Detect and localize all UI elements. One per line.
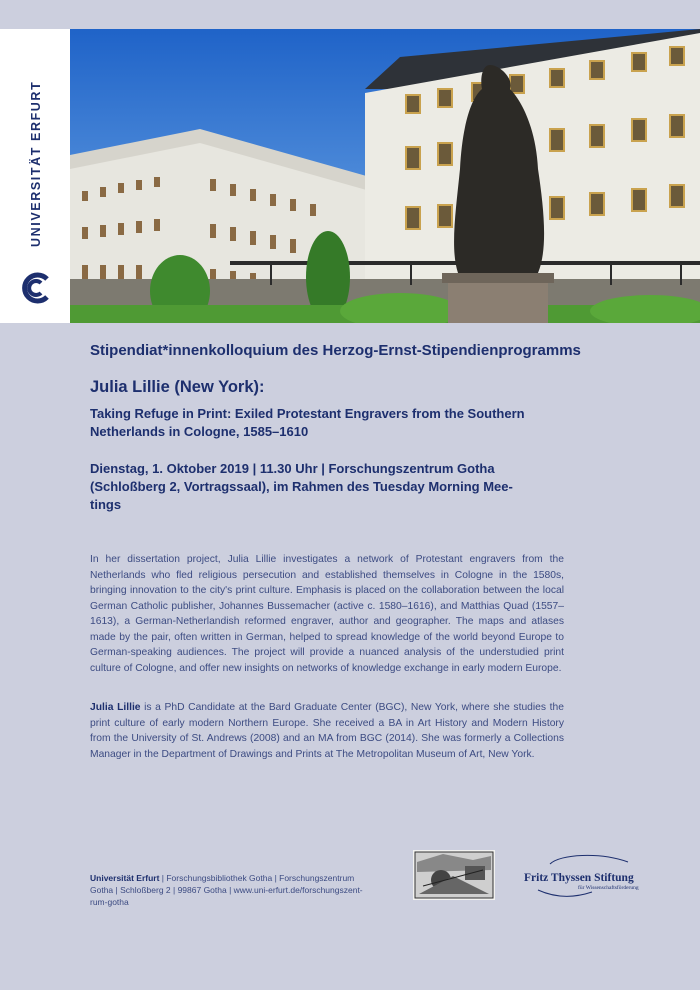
university-name: UNIVERSITÄT ERFURT	[29, 80, 43, 247]
footer-address	[90, 872, 390, 908]
abstract-paragraph: In her dissertation project, Julia Lillie investigates a network of Protestant engravers from the Netherlands who fled religious persecution and established themselves in Cologne in the 1580s, bringing innovation to the city's print culture. Emphasis is placed on the collaboration between the local German Catholic publisher, Johannes Bussemacher (active c. 1580–1616), and Matthias Quad (1557–1613), a German-Netherlandish reformed engraver, author and geographer. The maps and atlases made by the pair, often written in German, helped to spread knowledge of the world beyond Europe to German-speaking audiences. The project will provide a nuanced analysis of the understudied print culture of Cologne, and offer new insights on networks of knowledge exchange in early modern Europe.	[90, 554, 564, 674]
footer-line	[90, 872, 390, 884]
university-emblem-icon	[25, 275, 47, 301]
event-details-line: tings	[90, 497, 122, 512]
fritz-thyssen-logo	[520, 852, 650, 902]
university-logo-panel	[0, 29, 70, 323]
footer-line1-rest: | Forschungsbibliothek Gotha | Forschungszentrum	[159, 873, 355, 883]
footer-line: rum-gotha	[90, 897, 129, 907]
bio-name: Julia Lillie	[90, 702, 141, 713]
sponsor-name: Fritz Thyssen Stiftung	[524, 872, 634, 884]
castle-statue-illustration	[70, 29, 700, 323]
footer-line: Gotha | Schloßberg 2 | 99867 Gotha | www.uni-erfurt.de/forschungszent-	[90, 885, 363, 895]
talk-title-line: Taking Refuge in Print: Exiled Protestant Engravers from the Southern	[90, 406, 525, 421]
speaker-name: Julia Lillie (New York):	[90, 378, 265, 396]
bio-text: is a PhD Candidate at the Bard Graduate Center (BGC), New York, where she studies the print culture of early modern Northern Europe. She received a BA in Art History and Modern History from the University of St. Andrews (2008) and an MA from BGC (2014). She was formerly a Collections Manager in the Department of Drawings and Prints at The Metropolitan Museum of Art, New York.	[90, 702, 564, 760]
header-photo	[70, 29, 700, 323]
event-details-line: (Schloßberg 2, Vortragssaal), im Rahmen des Tuesday Morning Mee-	[90, 479, 513, 494]
university-logo-mark	[0, 29, 70, 323]
talk-title-line: Netherlands in Cologne, 1585–1610	[90, 424, 309, 439]
footer-org: Universität Erfurt	[90, 873, 160, 883]
bio-paragraph	[90, 700, 564, 762]
engraving-image-icon	[413, 850, 495, 900]
talk-title	[90, 405, 580, 441]
event-details	[90, 460, 560, 514]
event-details-line: Dienstag, 1. Oktober 2019 | 11.30 Uhr | Forschungszentrum Gotha	[90, 461, 495, 476]
sponsor-subtitle: für Wissenschaftsförderung	[578, 885, 639, 891]
engraving-thumbnail	[413, 850, 495, 900]
colloquium-heading: Stipendiat*innenkolloquium des Herzog-Ernst-Stipendienprogramms	[90, 342, 581, 359]
